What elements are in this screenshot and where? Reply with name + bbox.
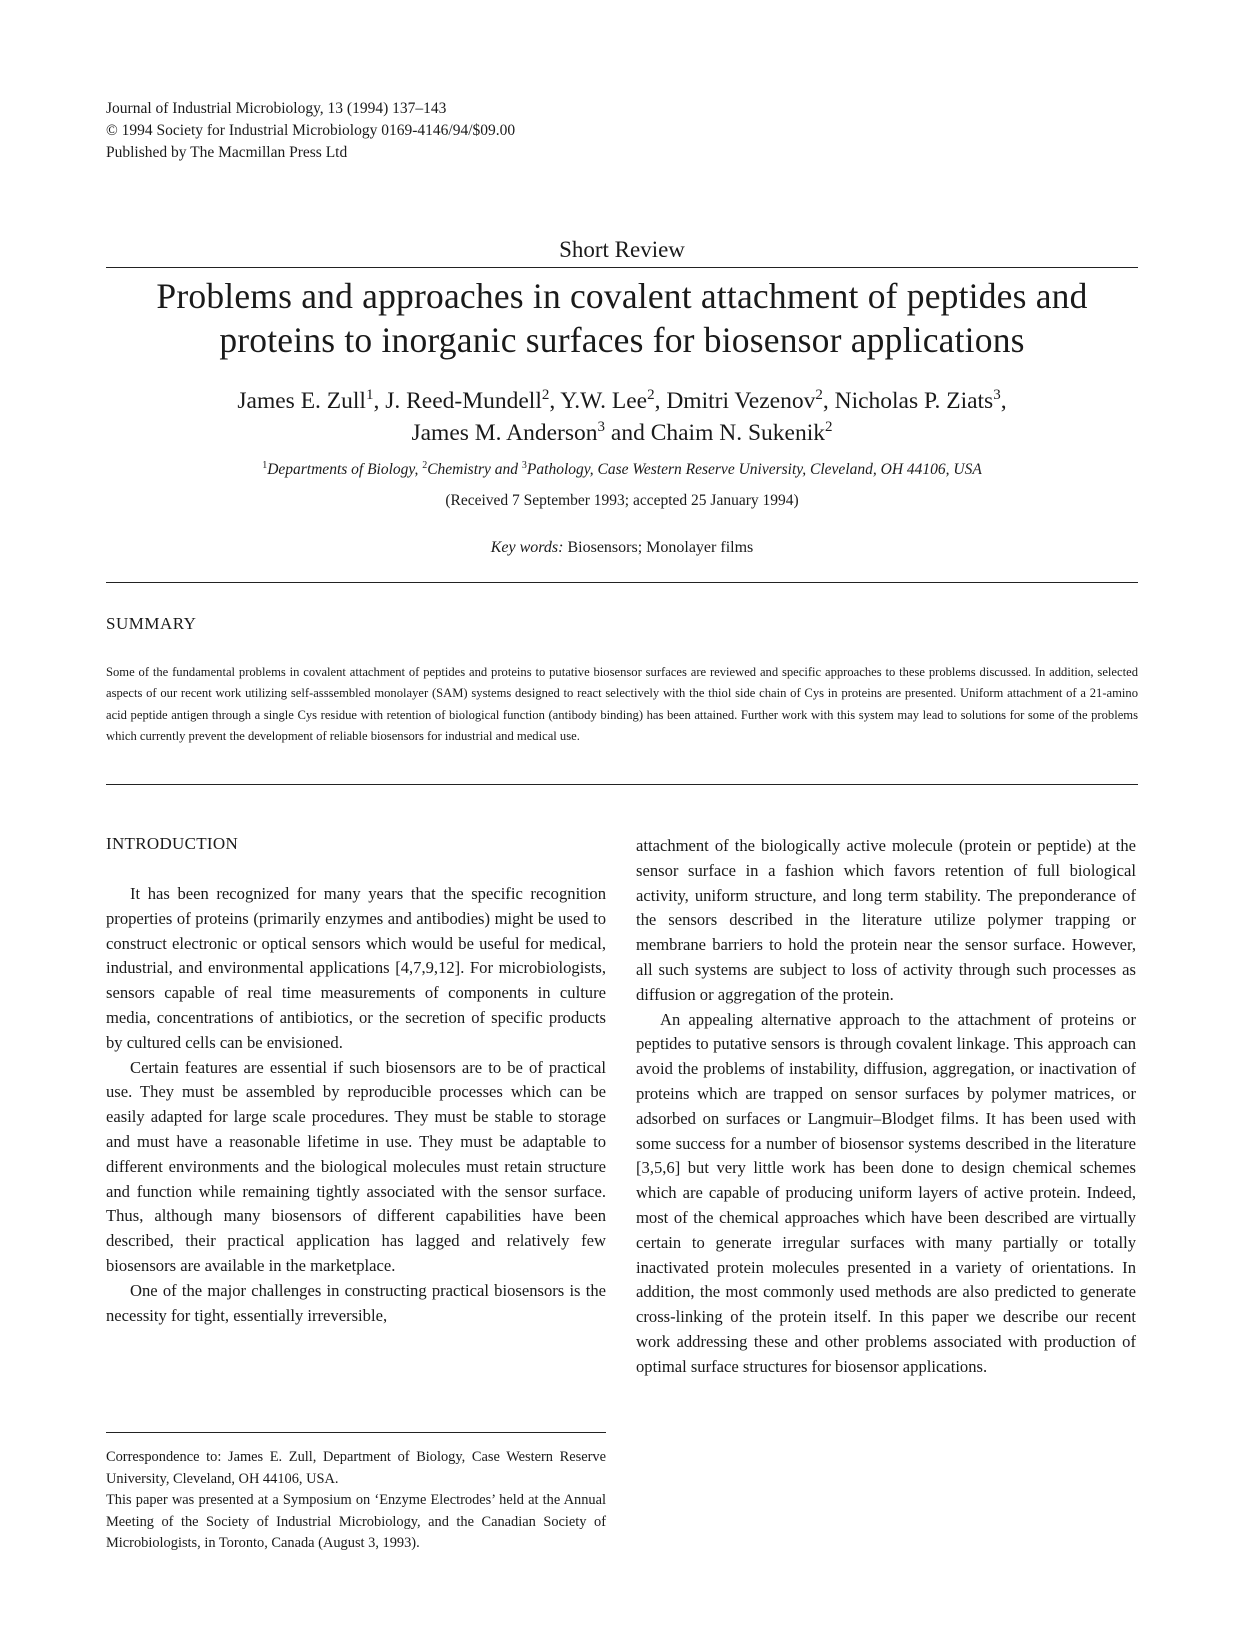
author-name: James M. Anderson xyxy=(411,420,598,446)
body-paragraph: One of the major challenges in constructing practical biosensors is the necessity for tight, essentially irreversible, xyxy=(106,1280,606,1325)
footnote-divider xyxy=(106,1432,606,1433)
introduction-heading: INTRODUCTION xyxy=(106,834,239,853)
presentation-note: This paper was presented at a Symposium on ‘Enzyme Electrodes’ held at the Annual Meeting of the Society of Industrial Microbiology, and the Canadian Society of Microbiologists, in Toronto, Canada (August 3, 1993). xyxy=(106,1492,606,1552)
affiliation-text: Departments of Biology, xyxy=(267,461,423,478)
author-separator: , xyxy=(822,388,835,414)
journal-citation: Journal of Industrial Microbiology, 13 (1994) 137–143 xyxy=(106,100,447,117)
divider-summary-bottom xyxy=(106,784,1138,785)
affiliation-text: Chemistry and xyxy=(427,461,522,478)
article-type-label: Short Review xyxy=(559,237,685,262)
publisher-line: Published by The Macmillan Press Ltd xyxy=(106,144,348,161)
affiliation-mark: 3 xyxy=(521,459,527,471)
author-affiliation-mark: 3 xyxy=(597,419,606,436)
author-separator: , xyxy=(549,388,561,414)
author-affiliation-mark: 2 xyxy=(815,387,823,404)
body-paragraph: An appealing alternative approach to the attachment of proteins or peptides to putative sensors is through covalent linkage. This approach can avoid the problems of instability, diffusion, aggregation, or inactivation of proteins which are trapped on sensor surfaces by polymer matrices, or adsorbed on surfaces or Langmuir–Blodget films. It has been used with some success for a number of biosensor systems described in the literature [3,5,6] but very little work has been done to design chemical schemes which are capable of producing uniform layers of active protein. Indeed, most of the chemical approaches which have been described are virtually certain to generate irregular surfaces with many partially or totally inactivated protein molecules presented in a variety of orientations. In addition, the most commonly used methods are also predicted to generate cross-linking of the protein itself. In this paper we describe our recent work addressing these and other problems associated with production of optimal surface structures for biosensor applications. xyxy=(636,1009,1136,1376)
author-affiliation-mark: 2 xyxy=(825,419,833,436)
author-name: Chaim N. Sukenik xyxy=(650,420,825,446)
author-affiliation-mark: 3 xyxy=(993,387,1001,404)
author-name: J. Reed-Mundell xyxy=(385,388,542,414)
author-separator: , xyxy=(373,388,386,414)
right-column xyxy=(636,834,1136,1380)
journal-header xyxy=(106,98,515,164)
affiliations xyxy=(106,461,1138,479)
divider-summary-top xyxy=(106,582,1138,583)
affiliation-mark: 1 xyxy=(262,459,268,471)
author-separator: , xyxy=(654,388,667,414)
body-paragraph: Certain features are essential if such biosensors are to be of practical use. They must be assembled by reproducible processes which can be easily adapted for large scale procedures. They must be stable to storage and must have a reasonable lifetime in use. They must be adaptable to different environments and the biological molecules must retain structure and function while remaining tightly associated with the sensor surface. Thus, although many biosensors of different capabilities have been described, their practical application has lagged and relatively few biosensors are available in the marketplace. xyxy=(106,1057,606,1275)
divider-top xyxy=(106,267,1138,268)
author-name: Nicholas P. Ziats xyxy=(834,388,994,414)
copyright-line: © 1994 Society for Industrial Microbiology 0169-4146/94/$09.00 xyxy=(106,122,516,139)
summary-heading: SUMMARY xyxy=(106,614,197,633)
body-paragraph: attachment of the biologically active molecule (protein or peptide) at the sensor surface in a fashion which favors retention of full biological activity, uniform structure, and long term stability. The preponderance of the sensors described in the literature utilize polymer trapping or membrane barriers to hold the protein near the sensor surface. However, all such systems are subject to loss of activity through such processes as diffusion or aggregation of the protein. xyxy=(636,836,1136,1004)
author-name: James E. Zull xyxy=(237,388,366,414)
received-dates: (Received 7 September 1993; accepted 25 January 1994) xyxy=(445,492,799,509)
title-line-2: proteins to inorganic surfaces for biosensor applications xyxy=(219,320,1025,360)
footnotes xyxy=(106,1447,606,1555)
keywords-label: Key words: xyxy=(490,539,564,556)
author-list xyxy=(106,385,1138,449)
keywords xyxy=(106,539,1138,557)
author-name: Y.W. Lee xyxy=(560,388,648,414)
body-paragraph: It has been recognized for many years that the specific recognition properties of proteins (primarily enzymes and antibodies) might be used to construct electronic or optical sensors which would be useful for medical, industrial, and environmental applications [4,7,9,12]. For microbiologists, sensors capable of real time measurements of components in culture media, concentrations of antibiotics, or the secretion of specific products by cultured cells can be envisioned. xyxy=(106,884,606,1052)
article-title xyxy=(106,274,1138,362)
author-affiliation-mark: 1 xyxy=(365,387,374,404)
author-separator: , xyxy=(1000,388,1007,414)
keywords-value: Biosensors; Monolayer films xyxy=(563,539,754,556)
author-separator: and xyxy=(605,420,651,446)
author-name: Dmitri Vezenov xyxy=(666,388,816,414)
title-line-1: Problems and approaches in covalent attachment of peptides and xyxy=(156,276,1088,316)
author-affiliation-mark: 2 xyxy=(647,387,655,404)
author-affiliation-mark: 2 xyxy=(541,387,550,404)
correspondence-note: Correspondence to: James E. Zull, Department of Biology, Case Western Reserve University, Cleveland, OH 44106, USA. xyxy=(106,1449,606,1487)
summary-text: Some of the fundamental problems in covalent attachment of peptides and proteins to putative biosensor surfaces are reviewed and specific approaches to these problems discussed. In addition, selected aspects of our recent work utilizing self-asssembled monolayer (SAM) systems designed to react selectively with the thiol side chain of Cys in proteins are presented. Uniform attachment of a 21-amino acid peptide antigen through a single Cys residue with retention of biological function (antibody binding) has been attained. Further work with this system may lead to solutions for some of the problems which currently prevent the development of reliable biosensors for industrial and medical use. xyxy=(106,665,1138,744)
left-column xyxy=(106,882,606,1328)
affiliation-text: Pathology, Case Western Reserve University, Cleveland, OH 44106, USA xyxy=(526,461,982,478)
affiliation-mark: 2 xyxy=(422,459,428,471)
